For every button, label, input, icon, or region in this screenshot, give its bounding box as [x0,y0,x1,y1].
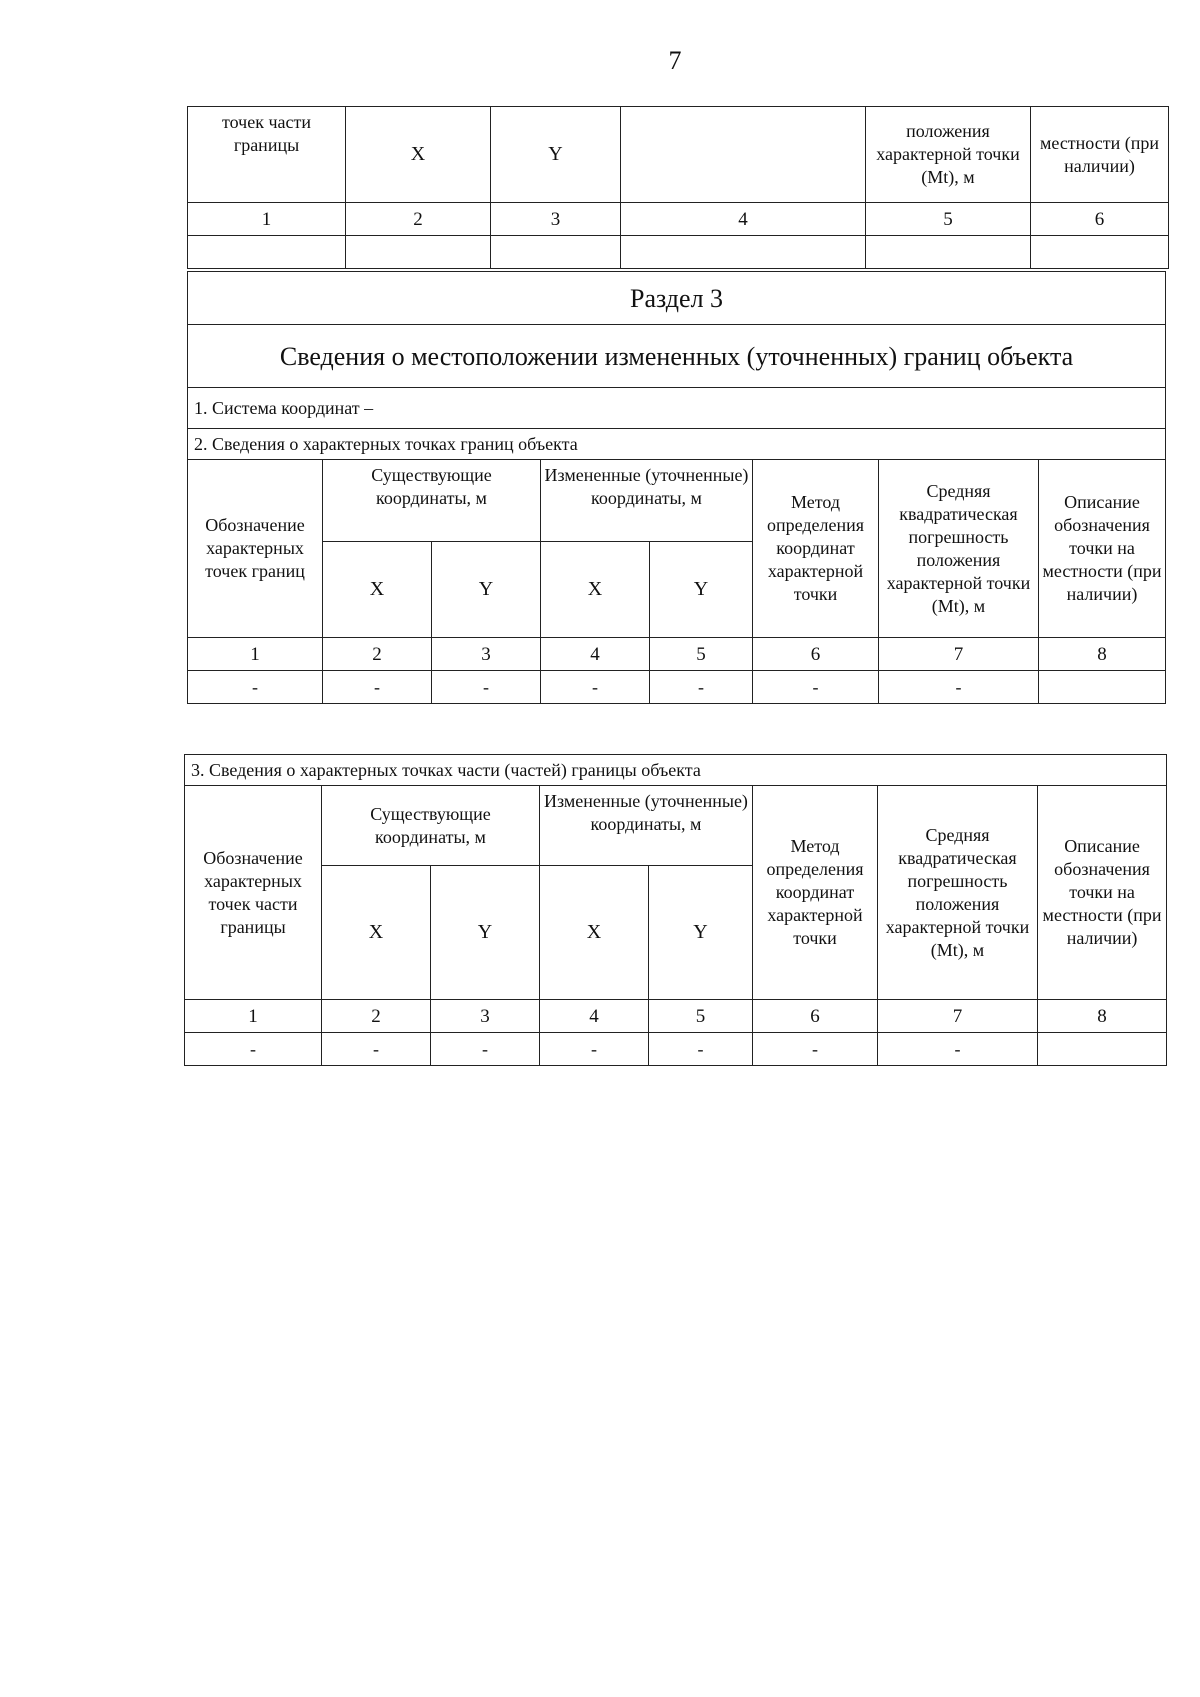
table-cell: - [753,671,879,704]
part3-heading: 3. Сведения о характерных точках части (частей) границы объекта [185,755,1167,786]
part3-table [184,754,1167,1066]
column-number: 7 [879,638,1039,671]
column-number: 4 [621,203,866,236]
column-number: 7 [878,1000,1038,1033]
table-cell: - [753,1033,878,1066]
header-cell [621,107,866,203]
col-designation: Обозначение характерных точек границ [188,460,323,638]
col-y: Y [650,542,753,638]
column-number: 8 [1039,638,1166,671]
column-number: 6 [753,1000,878,1033]
column-number: 4 [541,638,650,671]
col-description: Описание обозначения точки на местности (при наличии) [1039,460,1166,638]
column-number: 3 [431,1000,540,1033]
column-number: 1 [188,203,346,236]
table-cell: - [188,671,323,704]
header-y: Y [491,107,621,203]
part2-heading: 2. Сведения о характерных точках границ объекта [188,429,1166,460]
header-cell: местности (при наличии) [1031,107,1169,203]
table-cell: - [879,671,1039,704]
col-x: X [323,542,432,638]
column-number: 2 [322,1000,431,1033]
col-existing-coords: Существующие координаты, м [322,786,540,866]
col-y: Y [432,542,541,638]
header-cell: точек части границы [188,107,346,203]
col-existing-coords: Существующие координаты, м [323,460,541,542]
table-cell [1038,1033,1167,1066]
table-cell: - [322,1033,431,1066]
col-x: X [541,542,650,638]
header-x: X [346,107,491,203]
table-cell [346,236,491,269]
column-number: 1 [185,1000,322,1033]
table-cell [1039,671,1166,704]
table-cell [491,236,621,269]
column-number: 4 [540,1000,649,1033]
table-cell [866,236,1031,269]
table-cell: - [432,671,541,704]
table-cell [621,236,866,269]
column-number: 3 [432,638,541,671]
coordinate-system-row: 1. Система координат – [188,388,1166,429]
table-cell: - [323,671,432,704]
table-cell [188,236,346,269]
col-y: Y [649,866,753,1000]
col-x: X [322,866,431,1000]
table-cell: - [878,1033,1038,1066]
col-method: Метод определения координат характерной точки [753,786,878,1000]
col-designation: Обозначение характерных точек части границы [185,786,322,1000]
col-changed-coords: Измененные (уточненные) координаты, м [541,460,753,542]
col-error: Средняя квадратическая погрешность положения характерной точки (Mt), м [879,460,1039,638]
column-number: 6 [1031,203,1169,236]
header-cell: положения характерной точки (Mt), м [866,107,1031,203]
column-number: 5 [866,203,1031,236]
column-number: 5 [649,1000,753,1033]
table-cell [1031,236,1169,269]
col-method: Метод определения координат характерной точки [753,460,879,638]
column-number: 5 [650,638,753,671]
column-number: 8 [1038,1000,1167,1033]
col-y: Y [431,866,540,1000]
column-number: 2 [346,203,491,236]
col-error: Средняя квадратическая погрешность положения характерной точки (Mt), м [878,786,1038,1000]
section-title: Раздел 3 [188,272,1166,325]
column-number: 6 [753,638,879,671]
table-cell: - [431,1033,540,1066]
section-subtitle: Сведения о местоположении измененных (уточненных) границ объекта [188,325,1166,388]
table-cell: - [650,671,753,704]
column-number: 1 [188,638,323,671]
col-x: X [540,866,649,1000]
column-number: 2 [323,638,432,671]
col-description: Описание обозначения точки на местности (при наличии) [1038,786,1167,1000]
table-cell: - [541,671,650,704]
continued-table [187,106,1169,269]
column-number: 3 [491,203,621,236]
section3-table [187,271,1166,704]
page-number: 7 [668,46,682,75]
table-cell: - [540,1033,649,1066]
col-changed-coords: Измененные (уточненные) координаты, м [540,786,753,866]
table-cell: - [649,1033,753,1066]
table-cell: - [185,1033,322,1066]
